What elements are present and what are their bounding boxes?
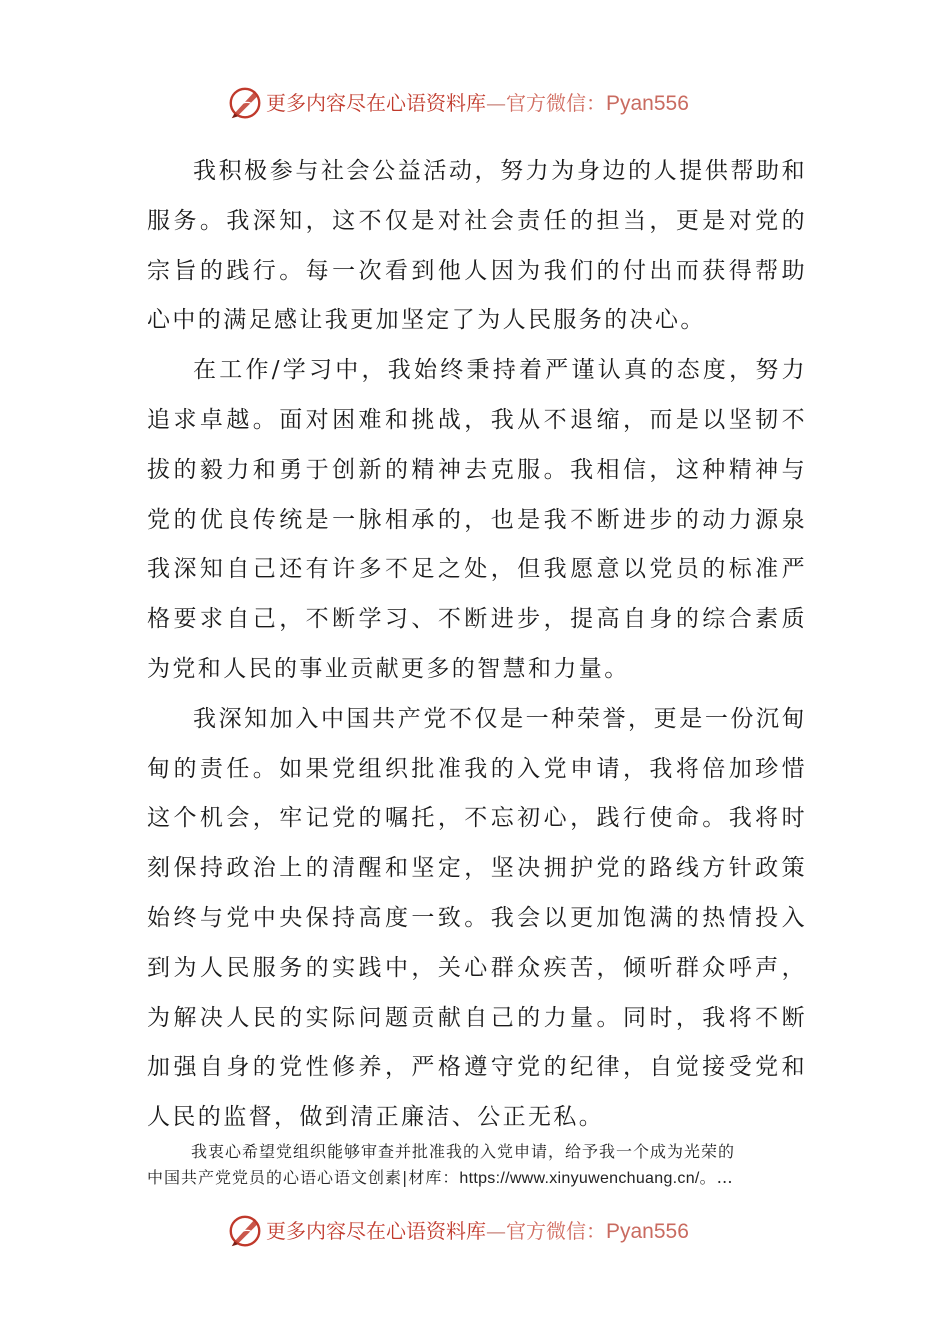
document-body bbox=[147, 147, 807, 1143]
banner-wechat-label: 官方微信： bbox=[506, 1218, 606, 1243]
pen-logo-icon bbox=[226, 84, 264, 122]
footer-banner bbox=[0, 1209, 950, 1253]
banner-separator: — bbox=[486, 1218, 506, 1243]
pen-logo-icon bbox=[226, 1212, 264, 1250]
banner-main-text: 更多内容尽在心语资料库 bbox=[266, 1218, 486, 1243]
banner-separator: — bbox=[486, 90, 506, 115]
banner-main-text: 更多内容尽在心语资料库 bbox=[266, 90, 486, 115]
closing-lines bbox=[147, 1139, 807, 1192]
paragraph: 在工作/学习中，我始终秉持着严谨认真的态度，努力追求卓越。面对困难和挑战，我从不退缩，而是以坚韧不拔的毅力和勇于创新的精神去克服。我相信，这种精神与党的优良传统是一脉相承的，也是我不断进步的动力源泉我深知自己还有许多不足之处，但我愿意以党员的标准严格要求自己，不断学习、不断进步，提高自身的综合素质为党和人民的事业贡献更多的智慧和力量。 bbox=[147, 357, 807, 682]
source-url-link[interactable]: https://www.xinyuwenchuang.cn/ bbox=[459, 1170, 700, 1187]
paragraph: 我积极参与社会公益活动，努力为身边的人提供帮助和服务。我深知，这不仅是对社会责任的担当，更是对党的宗旨的践行。每一次看到他人因为我们的付出而获得帮助心中的满足感让我更加坚定了为人民服务的决心。 bbox=[147, 158, 807, 334]
banner-wechat-id: Pyan556 bbox=[606, 91, 689, 115]
paragraph: 我深知加入中国共产党不仅是一种荣誉，更是一份沉甸甸的责任。如果党组织批准我的入党申请，我将倍加珍惜这个机会，牢记党的嘱托，不忘初心，践行使命。我将时刻保持政治上的清醒和坚定，坚决拥护党的路线方针政策始终与党中央保持高度一致。我会以更加饱满的热情投入到为人民服务的实践中，关心群众疾苦，倾听群众呼声，为解决人民的实际问题贡献自己的力量。同时，我将不断加强自身的党性修养，严格遵守党的纪律，自觉接受党和人民的监督，做到清正廉洁、公正无私。 bbox=[147, 705, 807, 1131]
closing-line-2-text: 中国共产党党员的心语心语文创素|材库： bbox=[147, 1168, 460, 1187]
header-banner bbox=[0, 81, 950, 125]
banner-wechat-label: 官方微信： bbox=[506, 90, 606, 115]
closing-line-2-end: 。… bbox=[699, 1168, 734, 1187]
closing-line-2 bbox=[147, 1165, 807, 1192]
banner-text bbox=[266, 1209, 689, 1254]
closing-line-1: 我衷心希望党组织能够审查并批准我的入党申请，给予我一个成为光荣的 bbox=[191, 1142, 736, 1161]
banner-text bbox=[266, 81, 689, 126]
banner-wechat-id: Pyan556 bbox=[606, 1219, 689, 1243]
